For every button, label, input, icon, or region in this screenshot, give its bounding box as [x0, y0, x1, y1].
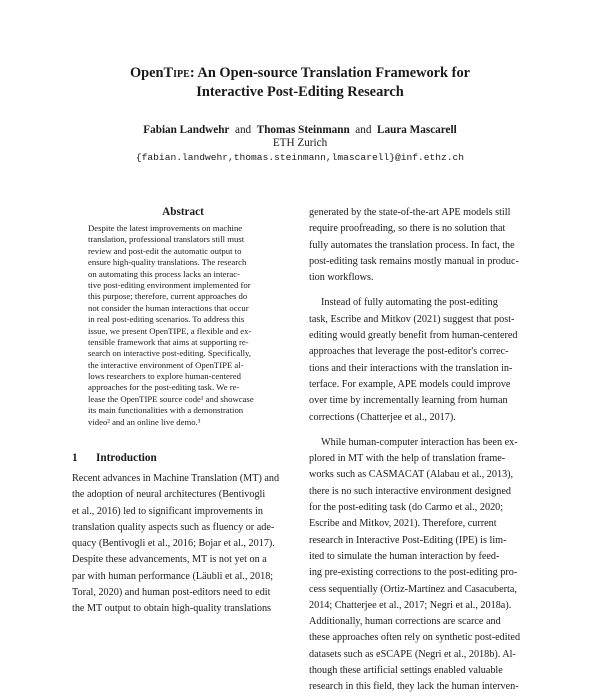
text-line: tive post-editing environment implemented for: [88, 279, 251, 290]
paragraph-gap: [309, 286, 533, 295]
introduction-body: [72, 471, 294, 618]
paper-title: [60, 64, 540, 102]
text-line: Escribe and Mitkov, 2021). Therefore, current: [309, 518, 497, 530]
text-line: tions and their interactions with the translation in-: [309, 362, 513, 374]
text-line: there is no such interactive environment designed: [309, 485, 511, 497]
text-line: ensure high-quality translations. The research: [88, 257, 247, 268]
author-1: Fabian Landwehr: [143, 124, 230, 136]
text-line: 2014; Chatterjee et al., 2017; Negri et al., 2018a).: [309, 599, 512, 611]
section-number: 1: [72, 452, 78, 464]
text-line: corrections (Chatterjee et al., 2017).: [309, 411, 456, 423]
text-line: task, Escribe and Mitkov (2021) suggest that post-: [309, 313, 515, 325]
title-line-2: Interactive Post-Editing Research: [196, 84, 404, 100]
section-heading-introduction: [72, 451, 157, 465]
text-line: the interactive environment of OpenTIPE al-: [88, 359, 244, 370]
text-line: its main functionalities with a demonstration: [88, 405, 244, 416]
text-line: cess sequentially (Ortiz-Martínez and Casacuberta,: [309, 583, 517, 595]
text-line: tion workflows.: [309, 272, 374, 284]
text-line: not consider the human interactions that occur: [88, 302, 249, 313]
text-line: datasets such as eSCAPE (Negri et al., 2018b). Al-: [309, 648, 516, 660]
title-prefix: Open: [129, 65, 164, 81]
abstract-heading: Abstract: [162, 206, 204, 218]
text-line: While human-computer interaction has been ex-: [321, 436, 518, 448]
text-line: works such as CASMACAT (Alabau et al., 2013),: [309, 469, 514, 481]
text-line: in real post-editing scenarios. To address this: [88, 314, 245, 325]
title-line-1: [60, 64, 540, 83]
text-line: quacy (Bentivogli et al., 2016; Bojar et al., 2017).: [72, 538, 275, 550]
title-smallcaps: Tipe: [163, 65, 190, 81]
text-line: this purpose; therefore, current approaches do: [88, 291, 248, 302]
text-line: terface. For example, APE models could improve: [309, 378, 511, 390]
text-line: approaches that leverage the post-editor's correc-: [309, 346, 509, 358]
text-line: research in Interactive Post-Editing (IPE) is lim-: [309, 534, 507, 546]
text-line: editing would greatly benefit from human-centered: [309, 330, 518, 342]
author-2: Thomas Steinmann: [256, 124, 350, 136]
text-line: video² and an online live demo.³: [88, 416, 201, 427]
author-3: Laura Mascarell: [377, 124, 457, 136]
text-line: plored in MT with the help of translation frame-: [309, 453, 506, 465]
text-line: fully automates the translation process. In fact, the: [309, 239, 515, 251]
text-line: ited to simulate the human interaction by feed-: [309, 550, 500, 562]
text-line: par with human performance (Läubli et al., 2018;: [72, 570, 274, 582]
text-line: lows researchers to explore human-centered: [88, 371, 241, 382]
text-line: tensible framework that aims at supporting re-: [88, 336, 249, 347]
text-line: approaches for the post-editing task. We re-: [88, 382, 240, 393]
title-suffix: : An Open-source Translation Framework for: [189, 65, 471, 81]
text-line: over time by incrementally learning from human: [309, 395, 508, 407]
text-line: post-editing task remains mostly manual in produc-: [309, 255, 519, 267]
text-line: the adoption of neural architectures (Bentivogli: [72, 489, 266, 501]
text-line: Despite the latest improvements on machine: [88, 223, 243, 233]
affiliation: ETH Zurich: [272, 137, 328, 149]
text-line: review and post-edit the automatic output to: [88, 245, 242, 256]
author-separator-1: and: [235, 124, 252, 136]
text-line: translation, professional translators still must: [88, 234, 245, 245]
text-line: translation quality aspects such as fluency or ade-: [72, 521, 275, 533]
text-line: though these artificial settings enabled valuable: [309, 665, 503, 677]
text-line: the MT output to obtain high-quality translations: [72, 603, 272, 615]
author-list: [60, 123, 540, 137]
text-line: on automating this process lacks an interac-: [88, 268, 240, 279]
text-line: search on interactive post-editing. Specifically,: [88, 348, 251, 359]
abstract-body: [88, 223, 278, 428]
text-line: these approaches often rely on synthetic post-edited: [309, 632, 521, 644]
text-line: require proofreading, so there is no solution that: [309, 223, 506, 235]
text-line: lease the OpenTIPE source code¹ and showcase: [88, 393, 254, 404]
text-line: Despite these advancements, MT is not yet on a: [72, 554, 267, 566]
text-line: Additionally, human corrections are scarce and: [309, 616, 501, 628]
text-line: for the post-editing task (do Carmo et al., 2020;: [309, 502, 504, 514]
author-separator-2: and: [355, 124, 372, 136]
text-line: research in this field, they lack the human interven-: [309, 681, 519, 693]
text-line: Toral, 2020) and human post-editors need to edit: [72, 587, 271, 599]
section-title: Introduction: [96, 452, 157, 464]
text-line: generated by the state-of-the-art APE models still: [309, 207, 511, 218]
paragraph-gap: [309, 426, 533, 435]
text-line: issue, we present OpenTIPE, a flexible and ex-: [88, 325, 252, 336]
text-line: Recent advances in Machine Translation (MT) and: [72, 473, 280, 484]
right-column-body: [309, 205, 533, 696]
author-emails: {fabian.landwehr,thomas.steinmann,lmascarell}@inf.ethz.ch: [135, 152, 465, 163]
text-line: Instead of fully automating the post-editing: [321, 297, 498, 309]
text-line: ing pre-existing corrections to the post-editing pro-: [309, 567, 518, 579]
text-line: et al., 2016) led to significant improvements in: [72, 505, 263, 517]
